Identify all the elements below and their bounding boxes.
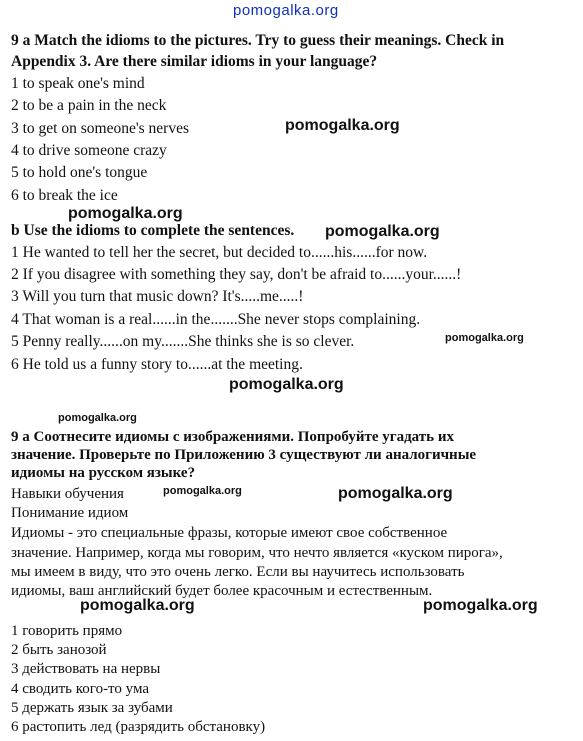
task-a-heading-line1: 9 a Match the idioms to the pictures. Try to guess their meanings. Check in: [11, 32, 505, 49]
watermark: pomogalka.org: [445, 332, 524, 344]
translation-heading-line1: 9 а Соотнесите идиомы с изображениями. Попробуйте угадать их: [11, 429, 454, 445]
idiom-item: 2 to be a pain in the neck: [11, 97, 167, 114]
task-b-heading: b Use the idioms to complete the sentences.: [11, 222, 295, 239]
sentence-item: 6 He told us a funny story to......at the meeting.: [11, 356, 303, 373]
translation-paragraph-line: Идиомы - это специальные фразы, которые имеют свое собственное: [11, 525, 448, 541]
watermark: pomogalka.org: [338, 485, 453, 502]
translation-paragraph-line: мы имеем в виду, что это очень легко. Если вы научитесь использовать: [11, 564, 465, 580]
idiom-item: 4 to drive someone crazy: [11, 142, 167, 159]
idiom-item: 1 to speak one's mind: [11, 75, 145, 92]
watermark: pomogalka.org: [68, 205, 183, 222]
sentence-item: 3 Will you turn that music down? It's.....me.....!: [11, 288, 304, 305]
watermark: pomogalka.org: [163, 485, 242, 497]
watermark: pomogalka.org: [423, 597, 538, 614]
translation-item: 3 действовать на нервы: [11, 661, 161, 677]
sentence-item: 1 He wanted to tell her the secret, but decided to......his......for now.: [11, 244, 428, 261]
watermark: pomogalka.org: [285, 117, 400, 134]
sentence-item: 4 That woman is a real......in the.......She never stops complaining.: [11, 311, 421, 328]
idiom-item: 6 to break the ice: [11, 187, 118, 204]
watermark: pomogalka.org: [229, 376, 344, 393]
translation-heading-line2: значение. Проверьте по Приложению 3 существуют ли аналогичные: [11, 447, 477, 463]
translation-item: 1 говорить прямо: [11, 623, 123, 639]
translation-item: 5 держать язык за зубами: [11, 700, 173, 716]
translation-paragraph-line: значение. Например, когда мы говорим, что нечто является «куском пирога»,: [11, 545, 503, 561]
task-a-heading-line2: Appendix 3. Are there similar idioms in your language?: [11, 53, 378, 70]
idiom-item: 3 to get on someone's nerves: [11, 120, 189, 137]
watermark-top: pomogalka.org: [233, 2, 339, 19]
watermark: pomogalka.org: [325, 223, 440, 240]
skill-label: Навыки обучения: [11, 486, 124, 502]
sentence-item: 2 If you disagree with something they say, don't be afraid to......your......!: [11, 266, 462, 283]
translation-heading-line3: идиомы на русском языке?: [11, 465, 196, 481]
translation-item: 2 быть занозой: [11, 642, 107, 658]
translation-item: 4 сводить кого-то ума: [11, 681, 150, 697]
translation-paragraph-line: идиомы, ваш английский будет более красочным и естественным.: [11, 583, 433, 599]
watermark: pomogalka.org: [80, 597, 195, 614]
idiom-item: 5 to hold one's tongue: [11, 164, 148, 181]
watermark: pomogalka.org: [58, 412, 137, 424]
skill-label: Понимание идиом: [11, 505, 129, 521]
sentence-item: 5 Penny really......on my.......She thinks she is so clever.: [11, 333, 355, 350]
translation-item: 6 растопить лед (разрядить обстановку): [11, 719, 266, 735]
